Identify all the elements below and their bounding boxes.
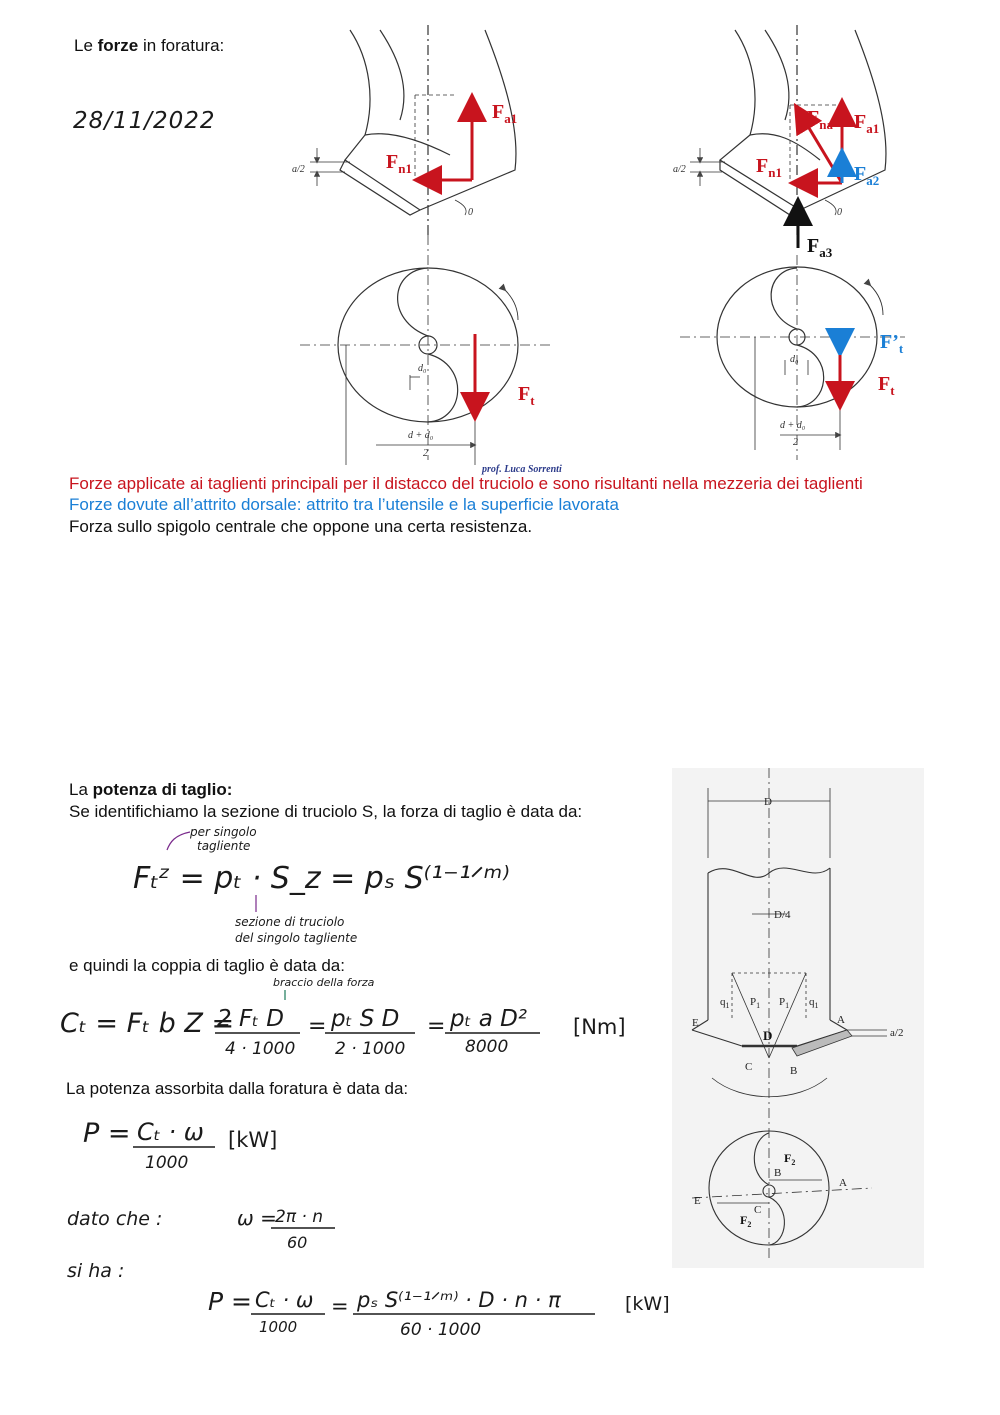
drill-geometry-diagram <box>672 768 924 1268</box>
legend-red-forces: Forze applicate ai taglienti principali per il distacco del truciolo e sono risultanti nella mezzeria dei taglienti <box>69 474 863 493</box>
equation-ct-f1-num: 2 Fₜ D <box>217 1006 284 1032</box>
label-E-top: E <box>692 1017 699 1029</box>
section-title-potenza: La potenza di taglio: <box>69 780 233 799</box>
equation-ct-f3-den: 8000 <box>465 1037 509 1057</box>
equation-ct-f2-den: 2 · 1000 <box>335 1039 406 1059</box>
left-half-a-label: a/2 <box>292 164 305 175</box>
label-F2-bottom: $F_2$ <box>740 1213 752 1229</box>
left-theta-label: 0 <box>468 207 473 218</box>
note-sezione-truciolo: sezione di truciolo <box>235 915 345 929</box>
right-fa2-label: $F_{a2}$ <box>854 163 880 188</box>
legend-blue-forces: Forze dovute all’attrito dorsale: attrito tra l’utensile e la superficie lavorata <box>69 495 619 514</box>
equation-ct-f3-num: pₜ a D² <box>450 1006 528 1032</box>
equation-ct-f1-den: 4 · 1000 <box>225 1039 296 1059</box>
label-F2-top: $F_2$ <box>784 1151 796 1167</box>
right-fa1-label: $F_{a1}$ <box>854 111 880 136</box>
label-A-top: A <box>837 1014 845 1026</box>
figure-credit: prof. Luca Sorrenti <box>482 464 562 475</box>
label-C-top: C <box>745 1061 753 1073</box>
label-A-bottom: A <box>839 1177 847 1189</box>
coppia-intro-text: e quindi la coppia di taglio è data da: <box>69 956 345 975</box>
equation-pf-lhs: P = <box>208 1287 252 1316</box>
note-braccio-forza: braccio della forza <box>273 976 375 989</box>
equation-p-lhs: P = <box>83 1118 131 1149</box>
equation-ct-f2-num: pₜ S D <box>331 1006 400 1032</box>
right-fa3-label: $F_{a3}$ <box>807 235 833 260</box>
unit-nm: [Nm] <box>573 1015 626 1039</box>
equation-omega-den: 60 <box>287 1233 308 1252</box>
label-B-bottom: B <box>774 1167 782 1179</box>
section-title-forze: Le forze in foratura: <box>74 36 225 55</box>
label-B-top: B <box>790 1065 798 1077</box>
equals-sign-1: = <box>308 1014 327 1039</box>
power-intro-text: Se identifichiamo la sezione di truciolo S, la forza di taglio è data da: <box>69 802 583 821</box>
scanned-background <box>672 768 924 1268</box>
note-tagliente: tagliente <box>197 839 251 853</box>
equation-ft: Fₜᶻ = pₜ · S_z = pₛ S⁽¹⁻¹ᐟᵐ⁾ <box>133 861 510 896</box>
potenza-assorbita-text: La potenza assorbita dalla foratura è data da: <box>66 1079 409 1098</box>
right-fna-label: $F_{na}$ <box>807 107 833 132</box>
equation-pf-f2-den: 60 · 1000 <box>400 1320 482 1340</box>
equation-omega-num: 2π · n <box>275 1207 324 1227</box>
equation-p-num: Cₜ · ω <box>137 1118 204 1146</box>
right-theta-label: 0 <box>837 207 842 218</box>
left-ft-label: $F_t$ <box>518 383 535 408</box>
handwritten-date: 28/11/2022 <box>73 108 216 134</box>
left-dd0-num: d + d₀ <box>408 430 434 441</box>
right-half-a-label: a/2 <box>673 164 686 175</box>
label-P1-left: $P_1$ <box>750 996 761 1010</box>
right-d0-label: d₀ <box>790 354 799 365</box>
left-dd0-den: 2 <box>423 448 428 459</box>
left-drill-side-view <box>310 25 516 235</box>
equation-pf-f1-den: 1000 <box>259 1318 298 1336</box>
unit-kw-1: [kW] <box>228 1128 278 1152</box>
note-singolo-tagliente: del singolo tagliente <box>235 931 358 945</box>
handwritten-si-ha: si ha : <box>67 1260 125 1282</box>
label-q1-right: $q_1$ <box>809 996 819 1010</box>
label-q1-left: $q_1$ <box>720 996 730 1010</box>
legend-black-force: Forza sullo spigolo centrale che oppone una certa resistenza. <box>69 517 533 536</box>
right-dd0-num: d + d₀ <box>780 420 806 431</box>
unit-kw-2: [kW] <box>625 1293 670 1315</box>
left-d0-label: d₀ <box>418 363 427 374</box>
label-D: D <box>764 796 772 808</box>
right-fn1-label: $F_{n1}$ <box>756 155 782 180</box>
label-P1-right: $P_1$ <box>779 996 790 1010</box>
equation-pf-f2-num: pₛ S⁽¹⁻¹ᐟᵐ⁾ · D · n · π <box>357 1288 561 1312</box>
note-per-arrow <box>167 832 190 850</box>
equation-p-den: 1000 <box>145 1153 189 1173</box>
right-ft-label: $F_t$ <box>878 373 895 398</box>
label-D4: D/4 <box>774 909 791 921</box>
left-fn1-label: $F_{n1}$ <box>386 151 412 176</box>
equals-sign-2: = <box>427 1014 446 1039</box>
right-dd0-den: 2 <box>793 437 798 448</box>
note-per-singolo: per singolo <box>190 825 257 839</box>
label-a2: a/2 <box>890 1027 904 1039</box>
drilling-forces-figures <box>280 20 960 475</box>
left-fa1-label: $F_{a1}$ <box>492 101 518 126</box>
handwritten-dato-che: dato che : <box>67 1208 163 1230</box>
label-C-bottom: C <box>754 1204 762 1216</box>
equation-ct-lhs: Cₜ = Fₜ b Z = <box>60 1008 235 1039</box>
equals-sign-3: = <box>331 1294 349 1318</box>
label-D-bold: D <box>763 1028 773 1043</box>
equation-omega-lhs: ω = <box>237 1206 277 1230</box>
right-fpt-label: $F’_t$ <box>880 331 904 356</box>
label-E-bottom: E <box>694 1195 701 1207</box>
equation-pf-f1-num: Cₜ · ω <box>255 1288 314 1312</box>
